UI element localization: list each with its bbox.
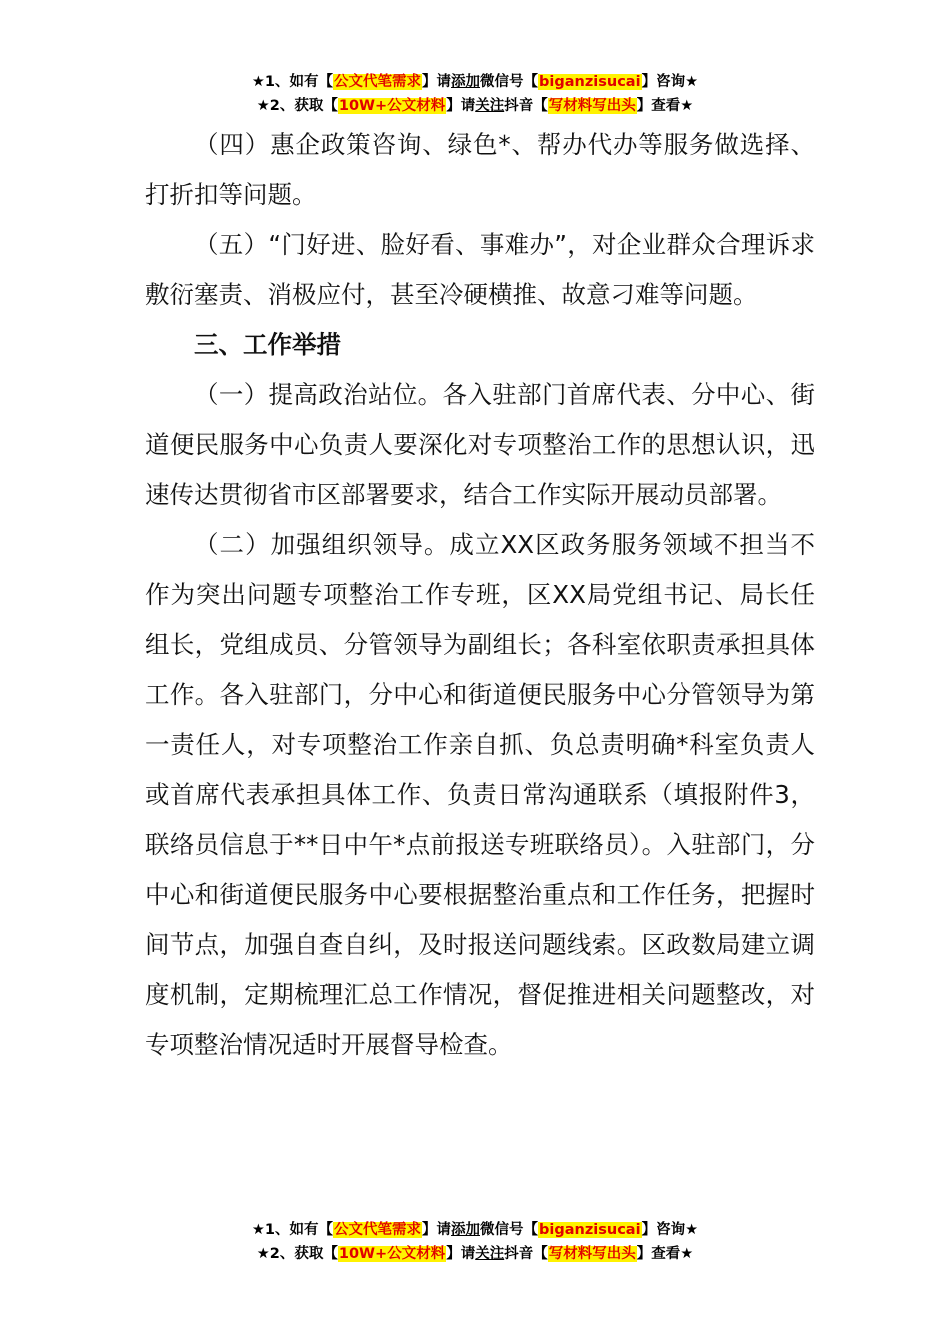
underlined-text: 关注 — [475, 1246, 505, 1262]
star-icon: ★ — [256, 98, 270, 114]
promo-text: 1、如有【 — [264, 74, 334, 90]
highlight-text: 公文代笔需求 — [334, 1222, 422, 1238]
promo-line-1 — [0, 70, 950, 94]
paragraph-item-5: （五）“门好进、脸好看、事难办”，对企业群众合理诉求敷衍塞责、消极应付，甚至冷硬横推、故意刁难等问题。 — [145, 230, 815, 309]
promo-text: 1、如有【 — [264, 1222, 334, 1238]
highlight-text: 写材料写出头 — [548, 98, 636, 114]
promo-text: 】查看 — [636, 1246, 681, 1262]
star-icon: ★ — [680, 1246, 694, 1262]
promo-text: 】请 — [422, 74, 452, 90]
paragraph-item-4: （四）惠企政策咨询、绿色*、帮办代办等服务做选择、打折扣等问题。 — [145, 130, 815, 209]
star-icon: ★ — [685, 74, 699, 90]
header-promo-banner — [0, 70, 950, 118]
highlight-text: 公文代笔需求 — [334, 74, 422, 90]
promo-text: 】咨询 — [641, 1222, 686, 1238]
promo-text: 】查看 — [636, 98, 681, 114]
promo-text: 微信号【 — [480, 74, 539, 90]
promo-text: 2、获取【 — [269, 1246, 338, 1262]
underlined-text: 关注 — [475, 98, 505, 114]
footer-promo-banner — [0, 1218, 950, 1266]
star-icon: ★ — [685, 1222, 699, 1238]
promo-text: 微信号【 — [480, 1222, 539, 1238]
highlight-text: 10W+公文材料 — [338, 98, 446, 114]
promo-text: 】请 — [446, 1246, 476, 1262]
promo-text: 】咨询 — [641, 74, 686, 90]
promo-line-1 — [0, 1218, 950, 1242]
section-heading: 三、工作举措 — [194, 330, 341, 359]
promo-text: 抖音【 — [504, 98, 548, 114]
document-body — [145, 120, 815, 1070]
highlight-text: biganzisucai — [539, 74, 641, 90]
promo-text: 】请 — [422, 1222, 452, 1238]
promo-text: 抖音【 — [504, 1246, 548, 1262]
star-icon: ★ — [680, 98, 694, 114]
star-icon: ★ — [256, 1246, 270, 1262]
highlight-text: 写材料写出头 — [548, 1246, 636, 1262]
promo-line-2 — [0, 94, 950, 118]
star-icon: ★ — [251, 1222, 265, 1238]
highlight-text: 10W+公文材料 — [338, 1246, 446, 1262]
underlined-text: 添加 — [451, 1222, 481, 1238]
underlined-text: 添加 — [451, 74, 481, 90]
highlight-text: biganzisucai — [539, 1222, 641, 1238]
promo-line-2 — [0, 1242, 950, 1266]
promo-text: 2、获取【 — [269, 98, 338, 114]
star-icon: ★ — [251, 74, 265, 90]
promo-text: 】请 — [446, 98, 476, 114]
paragraph-measure-2: （二）加强组织领导。成立XX区政务服务领域不担当不作为突出问题专项整治工作专班，区XX局党组书记、局长任组长，党组成员、分管领导为副组长；各科室依职责承担具体工作。各入驻部门，分中心和街道便民服务中心分管领导为第一责任人，对专项整治工作亲自抓、负总责明确*科室负责人或首席代表承担具体工作、负责日常沟通联系（填报附件3，联络员信息于**日中午*点前报送专班联络员）。入驻部门，分中心和街道便民服务中心要根据整治重点和工作任务，把握时间节点，加强自查自纠，及时报送问题线索。区政数局建立调度机制，定期梳理汇总工作情况，督促推进相关问题整改，对专项整治情况适时开展督导检查。 — [145, 530, 815, 1059]
paragraph-measure-1: （一）提高政治站位。各入驻部门首席代表、分中心、街道便民服务中心负责人要深化对专项整治工作的思想认识，迅速传达贯彻省市区部署要求，结合工作实际开展动员部署。 — [145, 380, 815, 509]
